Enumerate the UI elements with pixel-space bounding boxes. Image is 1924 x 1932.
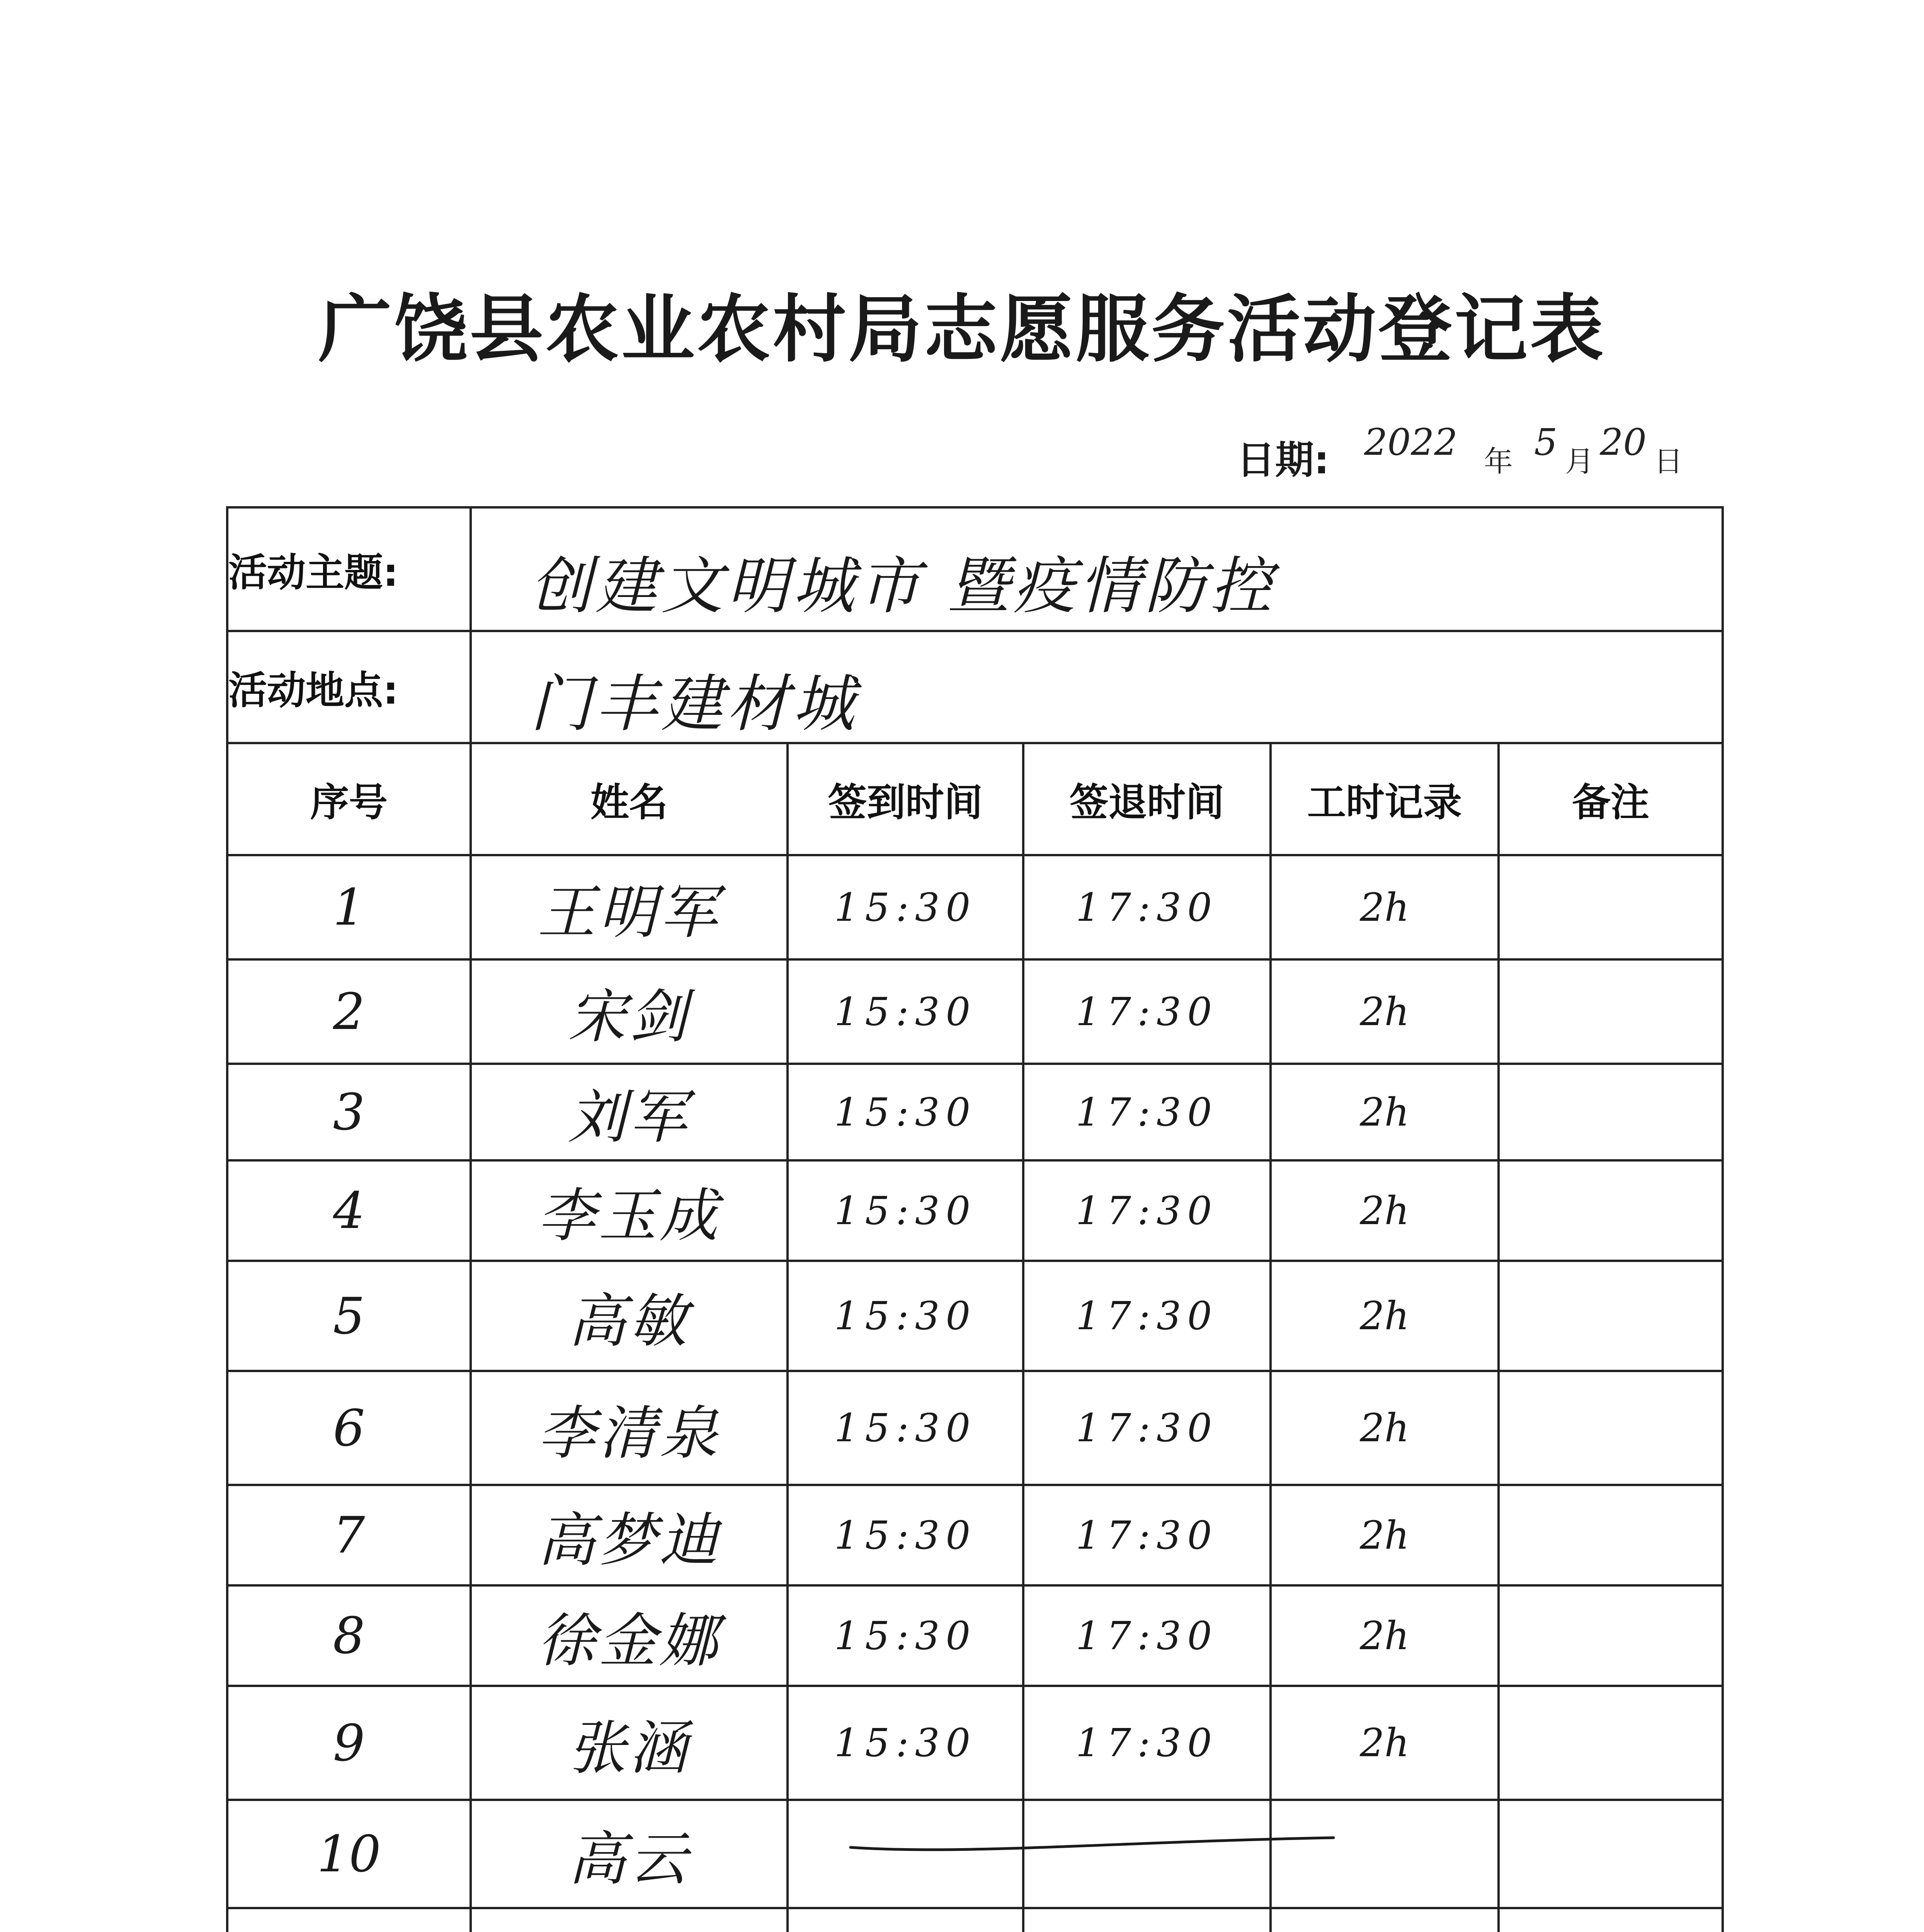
date-day-unit: 日 bbox=[1654, 444, 1683, 478]
row-remark[interactable] bbox=[1499, 959, 1723, 1064]
row-hours[interactable]: 2h bbox=[1271, 1064, 1499, 1160]
table-row bbox=[227, 1908, 1723, 1932]
row-remark[interactable] bbox=[1499, 1261, 1723, 1371]
row-seq: 3 bbox=[227, 1064, 471, 1160]
row-sign-out[interactable]: 17:30 bbox=[1023, 1261, 1271, 1371]
date-month: 5 bbox=[1534, 421, 1558, 464]
table-row bbox=[227, 1371, 1723, 1485]
volunteer-rows bbox=[227, 855, 1723, 1932]
table-row bbox=[227, 855, 1723, 959]
row-hours[interactable]: 2h bbox=[1271, 1686, 1499, 1800]
table-row bbox=[227, 1485, 1723, 1585]
row-hours[interactable]: 2h bbox=[1271, 1371, 1499, 1485]
header-name: 姓名 bbox=[471, 743, 788, 855]
place-row bbox=[227, 631, 1723, 743]
row-remark[interactable] bbox=[1499, 1064, 1723, 1160]
row-hours[interactable]: 2h bbox=[1271, 1485, 1499, 1585]
row-remark[interactable] bbox=[1499, 855, 1723, 959]
table-row bbox=[227, 1686, 1723, 1800]
row-name[interactable]: 高梦迪 bbox=[471, 1485, 788, 1585]
row-remark[interactable] bbox=[1499, 1585, 1723, 1686]
row-name[interactable]: 徐金娜 bbox=[471, 1585, 788, 1686]
place-value-cell[interactable] bbox=[471, 631, 1723, 743]
row-name[interactable] bbox=[471, 1908, 788, 1932]
place-label: 活动地点: bbox=[227, 631, 471, 743]
row-seq: 4 bbox=[227, 1160, 471, 1261]
row-seq: 1 bbox=[227, 855, 471, 959]
row-sign-in[interactable]: 15:30 bbox=[788, 1261, 1023, 1371]
registration-table bbox=[226, 506, 1724, 1932]
header-hours: 工时记录 bbox=[1271, 743, 1499, 855]
row-hours[interactable]: 2h bbox=[1271, 1585, 1499, 1686]
row-hours[interactable]: 2h bbox=[1271, 959, 1499, 1064]
row-name[interactable]: 李清泉 bbox=[471, 1371, 788, 1485]
table-row bbox=[227, 1800, 1723, 1908]
theme-value: 创建文明城市 暨疫情防控 bbox=[530, 550, 1276, 622]
header-row bbox=[227, 743, 1723, 855]
row-hours[interactable] bbox=[1271, 1800, 1499, 1908]
row-sign-in[interactable] bbox=[788, 1908, 1023, 1932]
row-sign-out[interactable]: 17:30 bbox=[1023, 959, 1271, 1064]
row-sign-in[interactable]: 15:30 bbox=[788, 855, 1023, 959]
row-sign-out[interactable]: 17:30 bbox=[1023, 1686, 1271, 1800]
header-sign-out: 签退时间 bbox=[1023, 743, 1271, 855]
row-name[interactable]: 宋剑 bbox=[471, 959, 788, 1064]
row-name[interactable]: 高敏 bbox=[471, 1261, 788, 1371]
row-remark[interactable] bbox=[1499, 1800, 1723, 1908]
row-sign-out[interactable]: 17:30 bbox=[1023, 1485, 1271, 1585]
date-field bbox=[1237, 421, 1739, 483]
row-remark[interactable] bbox=[1499, 1908, 1723, 1932]
row-seq bbox=[227, 1908, 471, 1932]
row-sign-in[interactable]: 15:30 bbox=[788, 1585, 1023, 1686]
row-name[interactable]: 高云 bbox=[471, 1800, 788, 1908]
row-hours[interactable]: 2h bbox=[1271, 855, 1499, 959]
row-remark[interactable] bbox=[1499, 1485, 1723, 1585]
theme-row bbox=[227, 507, 1723, 631]
row-sign-in[interactable] bbox=[788, 1800, 1023, 1908]
row-sign-in[interactable]: 15:30 bbox=[788, 1686, 1023, 1800]
row-hours[interactable] bbox=[1271, 1908, 1499, 1932]
page-title: 广饶县农业农村局志愿服务活动登记表 bbox=[318, 286, 1606, 372]
theme-label: 活动主题: bbox=[227, 507, 471, 631]
row-sign-in[interactable]: 15:30 bbox=[788, 1485, 1023, 1585]
table-row bbox=[227, 1160, 1723, 1261]
row-seq: 7 bbox=[227, 1485, 471, 1585]
row-sign-out[interactable]: 17:30 bbox=[1023, 855, 1271, 959]
row-sign-in[interactable]: 15:30 bbox=[788, 1371, 1023, 1485]
row-seq: 2 bbox=[227, 959, 471, 1064]
row-name[interactable]: 王明军 bbox=[471, 855, 788, 959]
date-year: 2022 bbox=[1364, 421, 1458, 464]
row-sign-in[interactable]: 15:30 bbox=[788, 959, 1023, 1064]
table-row bbox=[227, 1585, 1723, 1686]
row-name[interactable]: 张涵 bbox=[471, 1686, 788, 1800]
header-seq: 序号 bbox=[227, 743, 471, 855]
date-label: 日期: bbox=[1237, 437, 1329, 483]
header-sign-in: 签到时间 bbox=[788, 743, 1023, 855]
row-sign-in[interactable]: 15:30 bbox=[788, 1160, 1023, 1261]
row-seq: 9 bbox=[227, 1686, 471, 1800]
row-remark[interactable] bbox=[1499, 1371, 1723, 1485]
row-sign-out[interactable] bbox=[1023, 1908, 1271, 1932]
date-month-unit: 月 bbox=[1565, 444, 1594, 478]
row-sign-out[interactable] bbox=[1023, 1800, 1271, 1908]
row-seq: 5 bbox=[227, 1261, 471, 1371]
row-remark[interactable] bbox=[1499, 1686, 1723, 1800]
blank-strike-line bbox=[789, 1909, 1022, 1932]
table-row bbox=[227, 959, 1723, 1064]
row-sign-out[interactable]: 17:30 bbox=[1023, 1585, 1271, 1686]
theme-value-cell[interactable] bbox=[471, 507, 1723, 631]
row-sign-in[interactable]: 15:30 bbox=[788, 1064, 1023, 1160]
row-seq: 8 bbox=[227, 1585, 471, 1686]
blank-strike-line bbox=[789, 1801, 1022, 1907]
row-seq: 6 bbox=[227, 1371, 471, 1485]
row-hours[interactable]: 2h bbox=[1271, 1160, 1499, 1261]
date-year-unit: 年 bbox=[1484, 444, 1513, 478]
table-row bbox=[227, 1064, 1723, 1160]
row-name[interactable]: 李玉成 bbox=[471, 1160, 788, 1261]
row-name[interactable]: 刘军 bbox=[471, 1064, 788, 1160]
row-sign-out[interactable]: 17:30 bbox=[1023, 1064, 1271, 1160]
row-sign-out[interactable]: 17:30 bbox=[1023, 1160, 1271, 1261]
row-seq: 10 bbox=[227, 1800, 471, 1908]
header-remark: 备注 bbox=[1499, 743, 1723, 855]
date-day: 20 bbox=[1600, 421, 1647, 464]
place-value: 门丰建材城 bbox=[530, 668, 859, 740]
row-sign-out[interactable]: 17:30 bbox=[1023, 1371, 1271, 1485]
row-hours[interactable]: 2h bbox=[1271, 1261, 1499, 1371]
row-remark[interactable] bbox=[1499, 1160, 1723, 1261]
table-row bbox=[227, 1261, 1723, 1371]
